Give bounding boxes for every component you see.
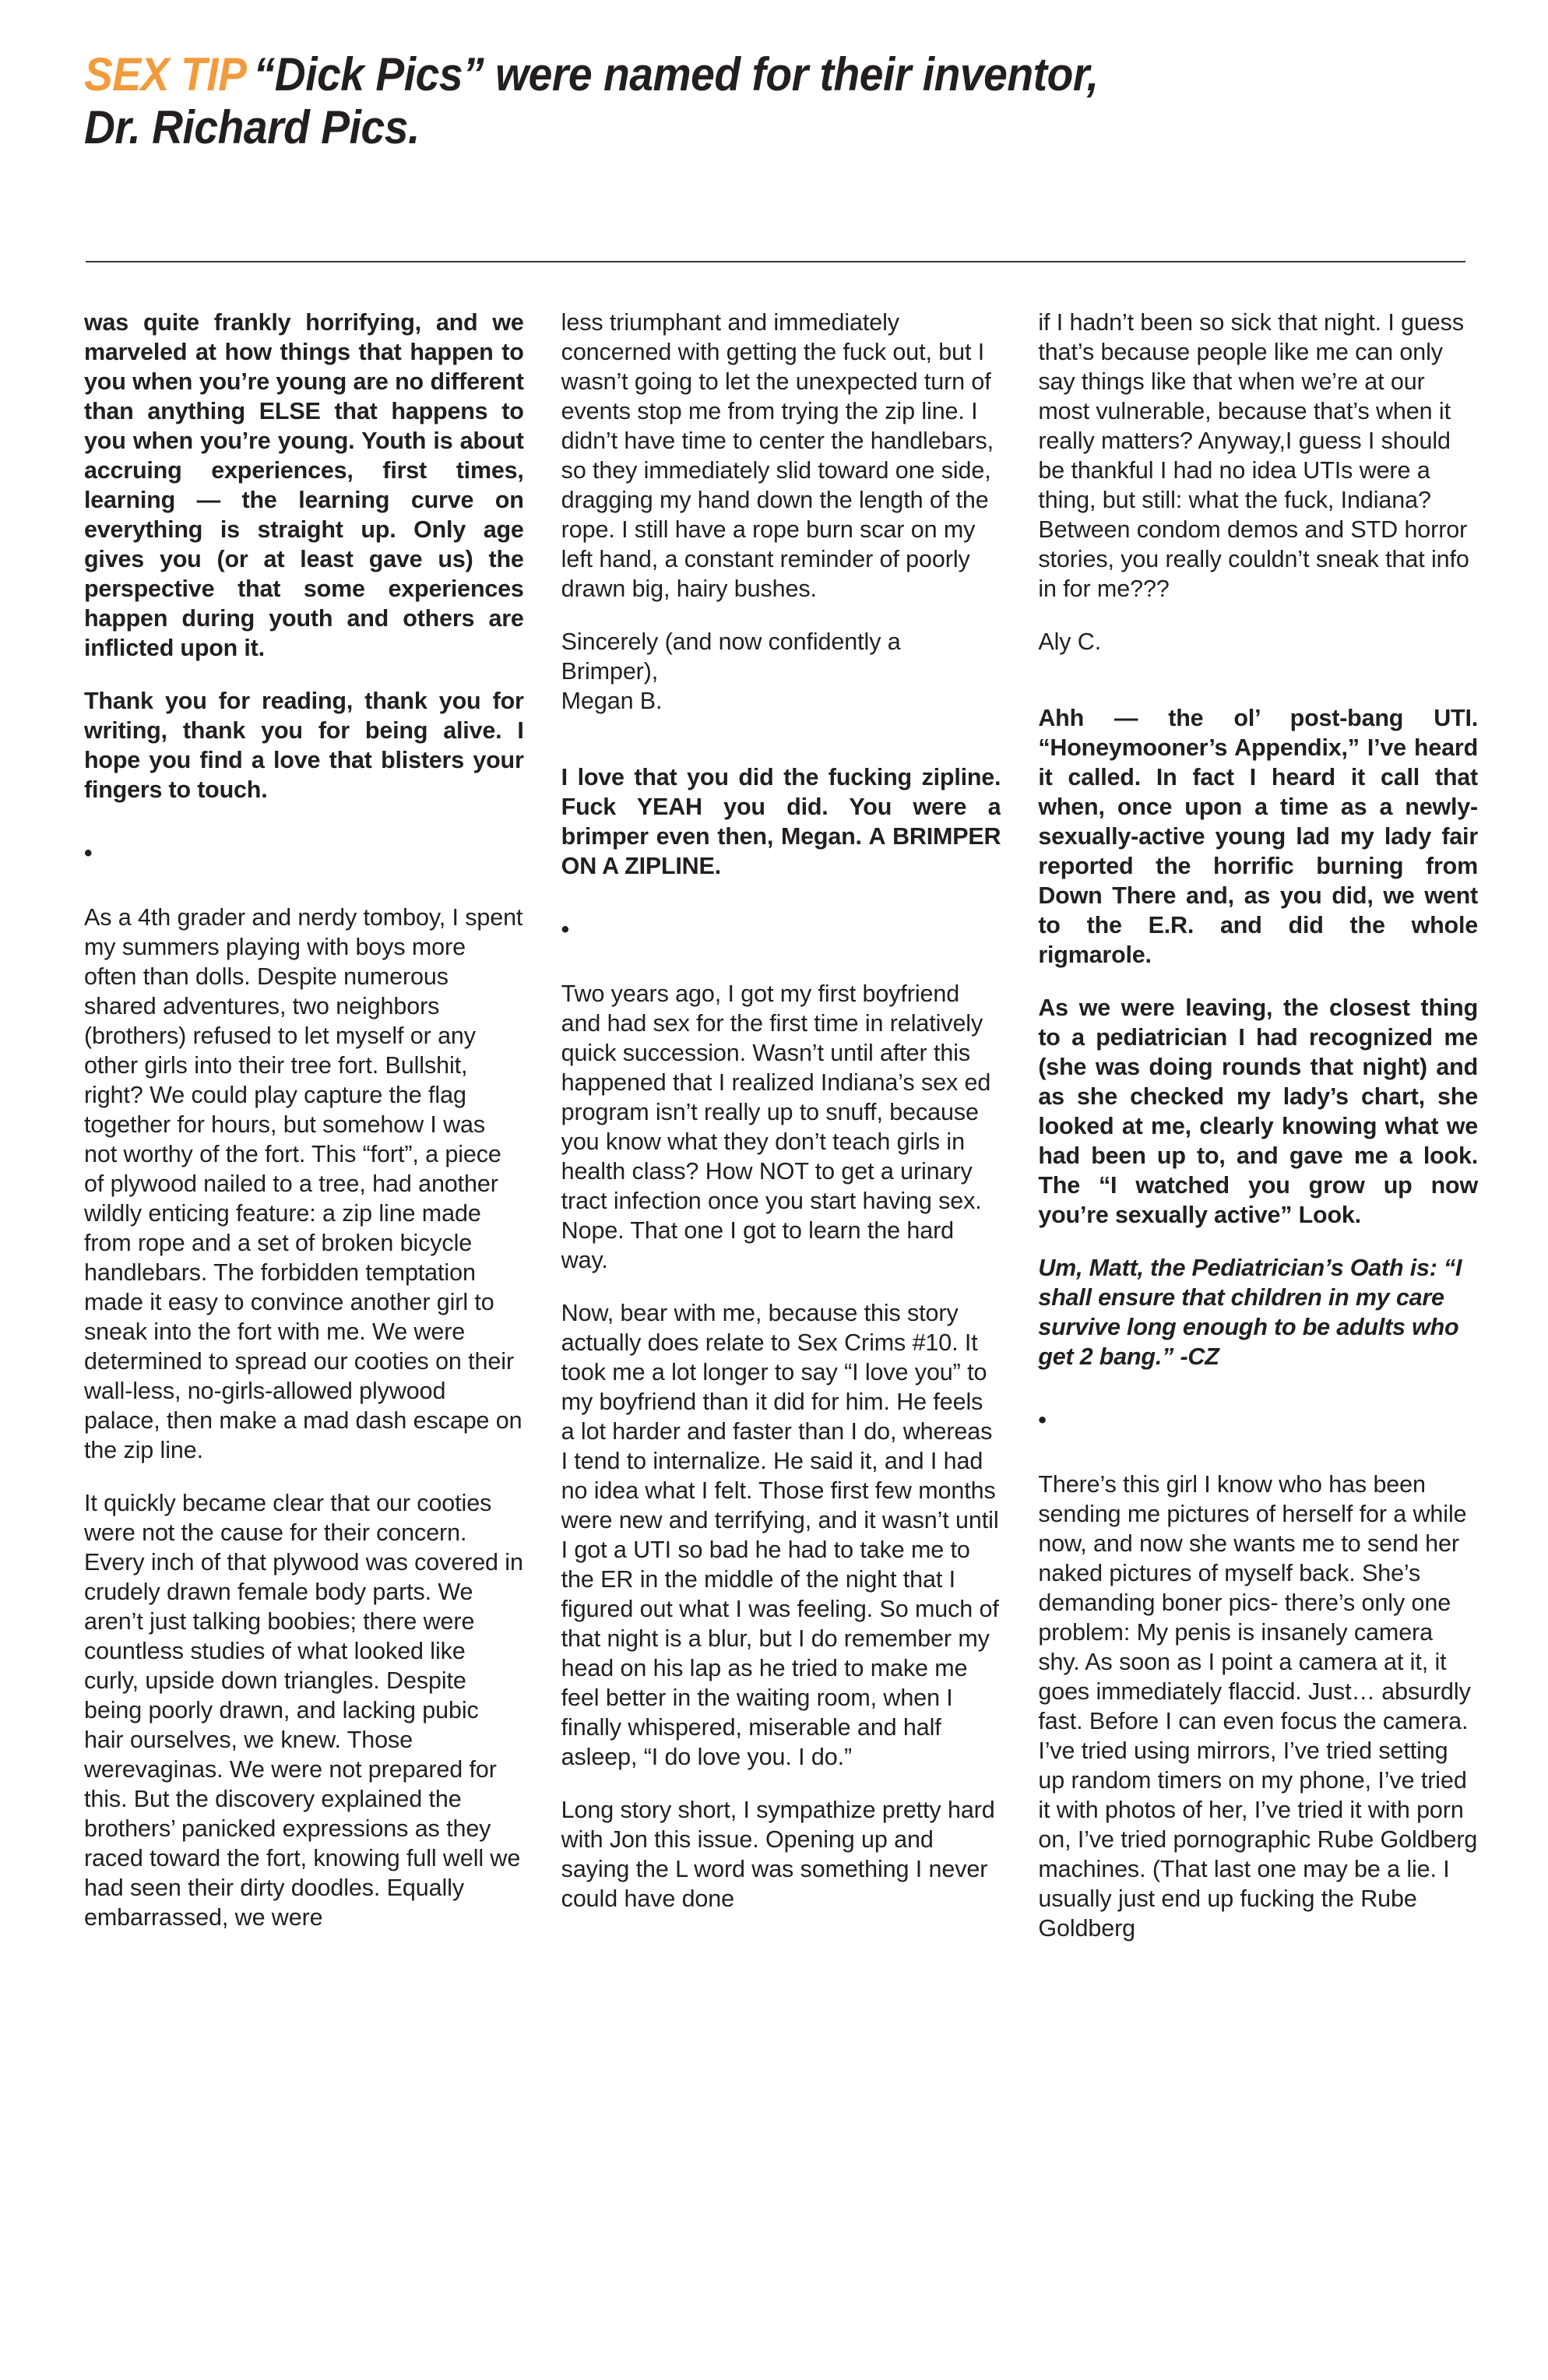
headline-text-2: Dr. Richard Pics.: [84, 101, 420, 154]
headline-line-2: [84, 101, 1367, 154]
spacer: [84, 828, 524, 839]
paragraph-bold-horrifying: was quite frankly horrifying, and we marveled at how things that happen to you when you’re young are no different than anything ELSE that happens to you when you’re young. Youth is about accruing experiences, first times, learning — the learning curve on everything is straight up. Only age gives you (or at least gave us) the perspective that some experiences happen during youth and others are inflicted upon it.: [84, 309, 524, 661]
spacer: [561, 739, 1001, 762]
column-2: [561, 308, 1001, 2348]
masthead: [84, 48, 1478, 155]
spacer: [561, 904, 1001, 915]
headline-text-1: “Dick Pics” were named for their inventor,: [253, 48, 1099, 100]
paragraph-theres-this-girl: There’s this girl I know who has been sending me pictures of herself for a while now, and now she wants me to send her naked pictures of myself back. She’s demanding boner pics- there’s only one problem: My penis is insanely camera shy. As soon as I point a camera at it, it goes immediately flaccid. Just… absurdly fast. Before I can even focus the camera. I’ve tried using mirrors, I’ve tried setting up random timers on my phone, I’ve tried it with photos of her, I’ve tried it with porn on, I’ve tried pornographic Rube Goldberg machines. (That last one may be a lie. I usually just end up fucking the Rube Goldberg: [1038, 1471, 1478, 1942]
letter-signoff-aly: Aly C.: [1038, 628, 1102, 655]
paragraph-two-years-ago: Two years ago, I got my first boyfriend and had sex for the first time in relatively quick succession. Wasn’t until after this happened that I realized Indiana’s sex ed program isn’t really up to snuff, because you know what they don’t teach girls in health class? How NOT to get a urinary tract infection once you start having sex. Nope. That one I got to learn the hard way.: [561, 981, 991, 1273]
letter-signoff-megan: [561, 627, 1001, 716]
column-1: [84, 308, 524, 2348]
header-divider-rule: [86, 261, 1465, 262]
paragraph-bold-post-bang-uti: Ahh — the ol’ post-bang UTI. “Honeymooner’s Appendix,” I’ve heard it called. In fact I heard it call that when, once upon a time as a newly-sexually-active young lad my lady fair reported the horrific burning from Down There and, as you did, we went to the E.R. and did the whole rigmarole.: [1038, 705, 1479, 968]
headline-line-1: [84, 48, 1367, 101]
spacer: [561, 968, 1001, 979]
spacer: [1038, 680, 1478, 703]
sex-tip-kicker: SEX TIP: [84, 48, 247, 100]
signoff-line-2: Brimper),: [561, 658, 659, 685]
paragraph-4th-grader: As a 4th grader and nerdy tomboy, I spent my summers playing with boys more often than dolls. Despite numerous shared adventures, two neighbors (brothers) refused to let myself or any other girls into their tree fort. Bullshit, right? We could play capture the flag together for hours, but somehow I was not worthy of the fort. This “fort”, a piece of plywood nailed to a tree, had another wildly enticing feature: a zip line made from rope and a set of broken bicycle handlebars. The forbidden temptation made it easy to convince another girl to sneak into the fort with me. We were determined to spread our cooties on their wall-less, no-girls-allowed plywood palace, then make a mad dash escape on the zip line.: [84, 904, 523, 1463]
bullet-separator-col1: •: [84, 840, 93, 866]
paragraph-less-triumphant: less triumphant and immediately concerned with getting the fuck out, but I wasn’t going to let the unexpected turn of events stop me from trying the zip line. I didn’t have time to center the handlebars, so they immediately slid toward one side, dragging my hand down the length of the rope. I still have a rope burn scar on my left hand, a constant reminder of poorly drawn big, hairy bushes.: [561, 309, 994, 602]
bullet-separator-col3: •: [1038, 1407, 1047, 1433]
column-3: [1038, 308, 1478, 2348]
paragraph-sex-crims-10: Now, bear with me, because this story actually does relate to Sex Crims #10. It took me a lot longer to say “I love you” to my boyfriend than it did for him. He feels a lot harder and faster than I do, whereas I tend to internalize. He said it, and I had no idea what I felt. Those first few months were new and terrifying, and it wasn’t until I got a UTI so bad he had to take me to the ER in the middle of the night that I figured out what I was feeling. So much of that night is a blur, but I do remember my head on his lap as he tried to make me feel better in the waiting room, when I finally whispered, miserable and half asleep, “I do love you. I do.”: [561, 1300, 999, 1770]
spacer: [84, 892, 524, 903]
spacer: [1038, 1395, 1478, 1406]
article-columns: [84, 308, 1478, 2348]
spacer: [1038, 1459, 1478, 1470]
paragraph-bold-zipline-reply: I love that you did the fucking zipline. Fuck YEAH you did. You were a brimper even then, Megan. A BRIMPER ON A ZIPLINE.: [561, 764, 1001, 879]
signoff-name: Megan B.: [561, 688, 663, 714]
paragraph-long-story-short: Long story short, I sympathize pretty hard with Jon this issue. Opening up and saying the L word was something I never could have done: [561, 1797, 995, 1912]
paragraph-cooties: It quickly became clear that our cooties were not the cause for their concern. Every inch of that plywood was covered in crudely drawn female body parts. We aren’t just talking boobies; there were countless studies of what looked like curly, upside down triangles. Despite being poorly drawn, and lacking pubic hair ourselves, we knew. Those werevaginas. We were not prepared for this. But the discovery explained the brothers’ panicked expressions as they raced toward the fort, knowing full well we had seen their dirty doodles. Equally embarrassed, we were: [84, 1490, 523, 1931]
bullet-separator-col2: •: [561, 917, 570, 942]
paragraph-bolditalic-pediatricians-oath: Um, Matt, the Pediatrician’s Oath is: “I shall ensure that children in my care survive long enough to be adults who get 2 bang.” -CZ: [1038, 1255, 1462, 1370]
paragraph-bold-thank-you: Thank you for reading, thank you for writing, thank you for being alive. I hope you find a love that blisters your fingers to touch.: [84, 688, 524, 803]
paragraph-bold-pediatrician-look: As we were leaving, the closest thing to a pediatrician I had recognized me (she was doing rounds that night) and as she checked my lady’s chart, she looked at me, clearly knowing what we had been up to, and gave me a look. The “I watched you grow up now you’re sexually active” Look.: [1038, 995, 1479, 1228]
paragraph-if-i-hadnt: if I hadn’t been so sick that night. I guess that’s because people like me can only say things like that when we’re at our most vulnerable, because that’s when it really matters? Anyway,I guess I should be thankful I had no idea UTIs were a thing, but still: what the fuck, Indiana? Between condom demos and STD horror stories, you really couldn’t sneak that info in for me???: [1038, 309, 1469, 602]
signoff-line-1: Sincerely (and now confidently a: [561, 628, 901, 655]
